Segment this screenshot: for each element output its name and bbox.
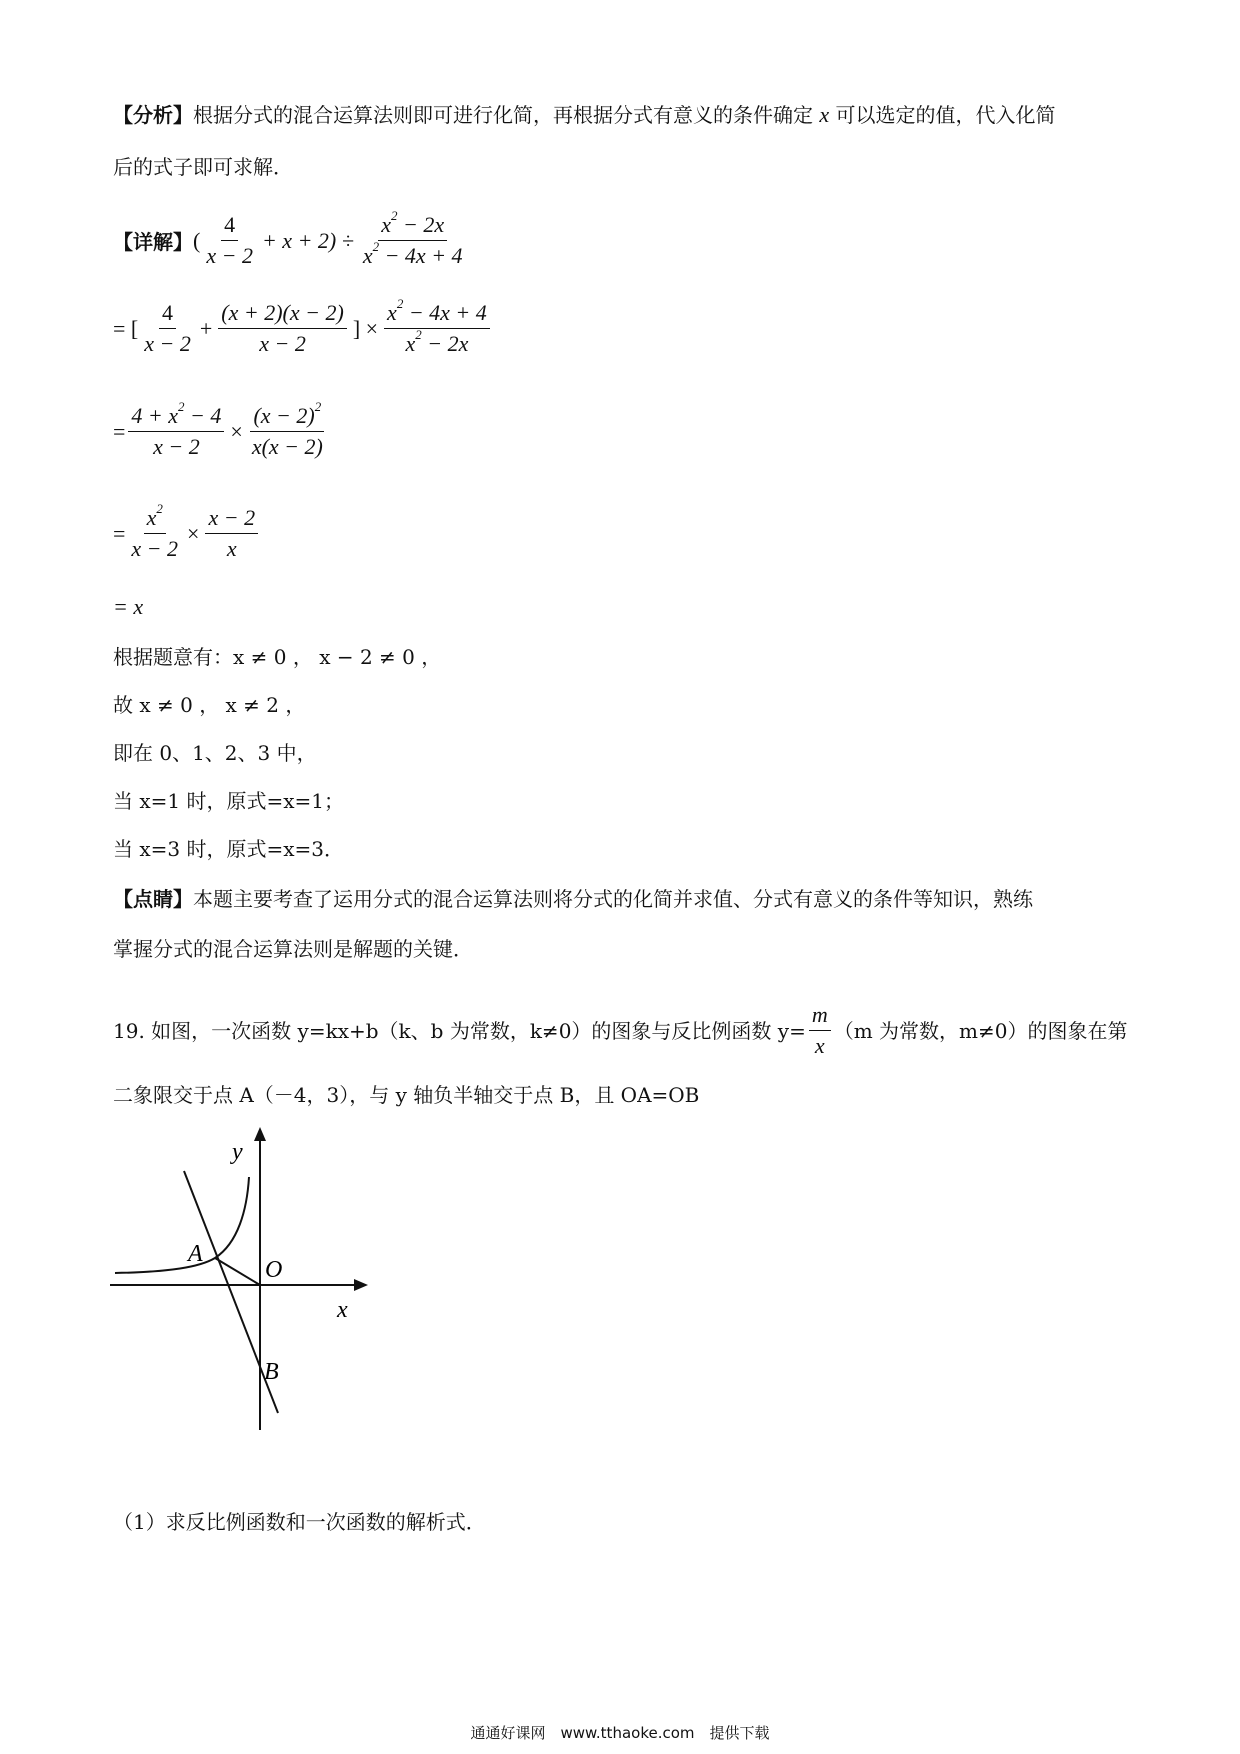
problem19-line-2: 二象限交于点 A（－4，3），与 y 轴负半轴交于点 B，且 OA=OB bbox=[113, 1083, 700, 1107]
step2-close: ] × bbox=[352, 315, 379, 341]
problem19-text-a: 19. 如图，一次函数 y=kx+b（k、b 为常数，k≠0）的图象与反比例函数 y= bbox=[113, 1018, 806, 1043]
label-x: x bbox=[337, 1297, 348, 1323]
detail-condition-1: 根据题意有：x ≠ 0 ， x − 2 ≠ 0 ， bbox=[113, 645, 442, 669]
segment-OA bbox=[215, 1258, 260, 1285]
function-graph-figure bbox=[100, 1125, 380, 1435]
denominator: x − 2 bbox=[153, 434, 200, 459]
denominator: x bbox=[226, 536, 237, 561]
comment-tag: 【点睛】 bbox=[113, 887, 193, 911]
label-B: B bbox=[264, 1359, 279, 1385]
fraction bbox=[128, 500, 181, 562]
detail-condition-3: 即在 0、1、2、3 中， bbox=[113, 741, 317, 765]
times-sign: × bbox=[187, 520, 200, 546]
label-A: A bbox=[188, 1241, 203, 1267]
y-axis-arrow-icon bbox=[254, 1127, 266, 1141]
denominator: x − 2 bbox=[259, 331, 306, 356]
detail-step-1 bbox=[113, 207, 469, 269]
step1-open: ( bbox=[193, 227, 201, 253]
problem19-part-1: （1）求反比例函数和一次函数的解析式． bbox=[113, 1510, 486, 1534]
detail-condition-2: 故 x ≠ 0 ， x ≠ 2 ， bbox=[113, 693, 306, 717]
denominator: $x^2 - 4x + 4$ bbox=[362, 238, 463, 268]
inverse-function-curve bbox=[115, 1177, 249, 1273]
detail-step-2 bbox=[113, 295, 493, 357]
step3-lead: = bbox=[113, 418, 126, 444]
numerator: m bbox=[809, 1002, 831, 1031]
step4-lead: = bbox=[113, 520, 126, 546]
fraction bbox=[360, 207, 466, 269]
detail-condition-5: 当 x=3 时，原式=x=3． bbox=[113, 837, 344, 861]
analysis-text-b: 可以选定的值，代入化简 bbox=[835, 103, 1056, 127]
comment-text-1: 本题主要考查了运用分式的混合运算法则将分式的化简并求值、分式有意义的条件等知识，熟练 bbox=[193, 887, 1033, 911]
analysis-text-a: 根据分式的混合运算法则即可进行化简，再根据分式有意义的条件确定 bbox=[193, 103, 813, 127]
step1-mid: + x + 2) ÷ bbox=[261, 227, 354, 253]
analysis-line-1 bbox=[113, 100, 1055, 130]
denominator: x − 2 bbox=[206, 243, 253, 268]
problem19-text-b: （m 为常数，m≠0）的图象在第 bbox=[833, 1018, 1128, 1043]
fraction bbox=[203, 212, 256, 269]
times-sign: × bbox=[230, 418, 243, 444]
fraction bbox=[128, 398, 224, 460]
denominator: x − 2 bbox=[144, 331, 191, 356]
detail-tag: 【详解】 bbox=[113, 230, 193, 254]
fraction bbox=[249, 398, 326, 460]
numerator: x − 2 bbox=[205, 505, 258, 534]
numerator: $x^2$ bbox=[144, 505, 166, 534]
analysis-var-x: x bbox=[819, 102, 830, 127]
numerator: 4 bbox=[159, 300, 176, 329]
numerator: $(x - 2)^2$ bbox=[250, 403, 324, 432]
detail-step-5: = x bbox=[113, 594, 144, 619]
denominator: x bbox=[814, 1033, 825, 1058]
comment-line-1 bbox=[113, 884, 1033, 914]
fraction-m-over-x bbox=[809, 1002, 831, 1059]
x-axis-arrow-icon bbox=[354, 1279, 368, 1291]
numerator: 4 bbox=[221, 212, 238, 241]
label-O: O bbox=[265, 1257, 283, 1283]
numerator: $4 + x^2 - 4$ bbox=[128, 403, 224, 432]
numerator: $x^2 - 4x + 4$ bbox=[384, 300, 490, 329]
fraction bbox=[218, 300, 347, 357]
fraction bbox=[141, 300, 194, 357]
problem19-line-1 bbox=[113, 1002, 1128, 1059]
analysis-line-2: 后的式子即可求解． bbox=[113, 155, 293, 179]
page-footer: 通通好课网 www.tthaoke.com 提供下载 bbox=[470, 1724, 770, 1742]
numerator: (x + 2)(x − 2) bbox=[218, 300, 347, 329]
step2-lead: = [ bbox=[113, 315, 139, 341]
detail-condition-4: 当 x=1 时，原式=x=1； bbox=[113, 789, 344, 813]
detail-step-3 bbox=[113, 398, 329, 460]
denominator: x − 2 bbox=[131, 536, 179, 561]
fraction bbox=[384, 295, 490, 357]
analysis-tag: 【分析】 bbox=[113, 103, 193, 127]
denominator: $x^2 - 2x$ bbox=[405, 326, 469, 356]
denominator: x(x − 2) bbox=[251, 434, 323, 459]
comment-line-2: 掌握分式的混合运算法则是解题的关键． bbox=[113, 937, 473, 961]
fraction bbox=[205, 505, 258, 562]
numerator: $x^2 - 2x$ bbox=[378, 212, 447, 241]
plus-sign: + bbox=[199, 315, 213, 341]
label-y: y bbox=[232, 1139, 243, 1165]
detail-step-4 bbox=[113, 500, 261, 562]
